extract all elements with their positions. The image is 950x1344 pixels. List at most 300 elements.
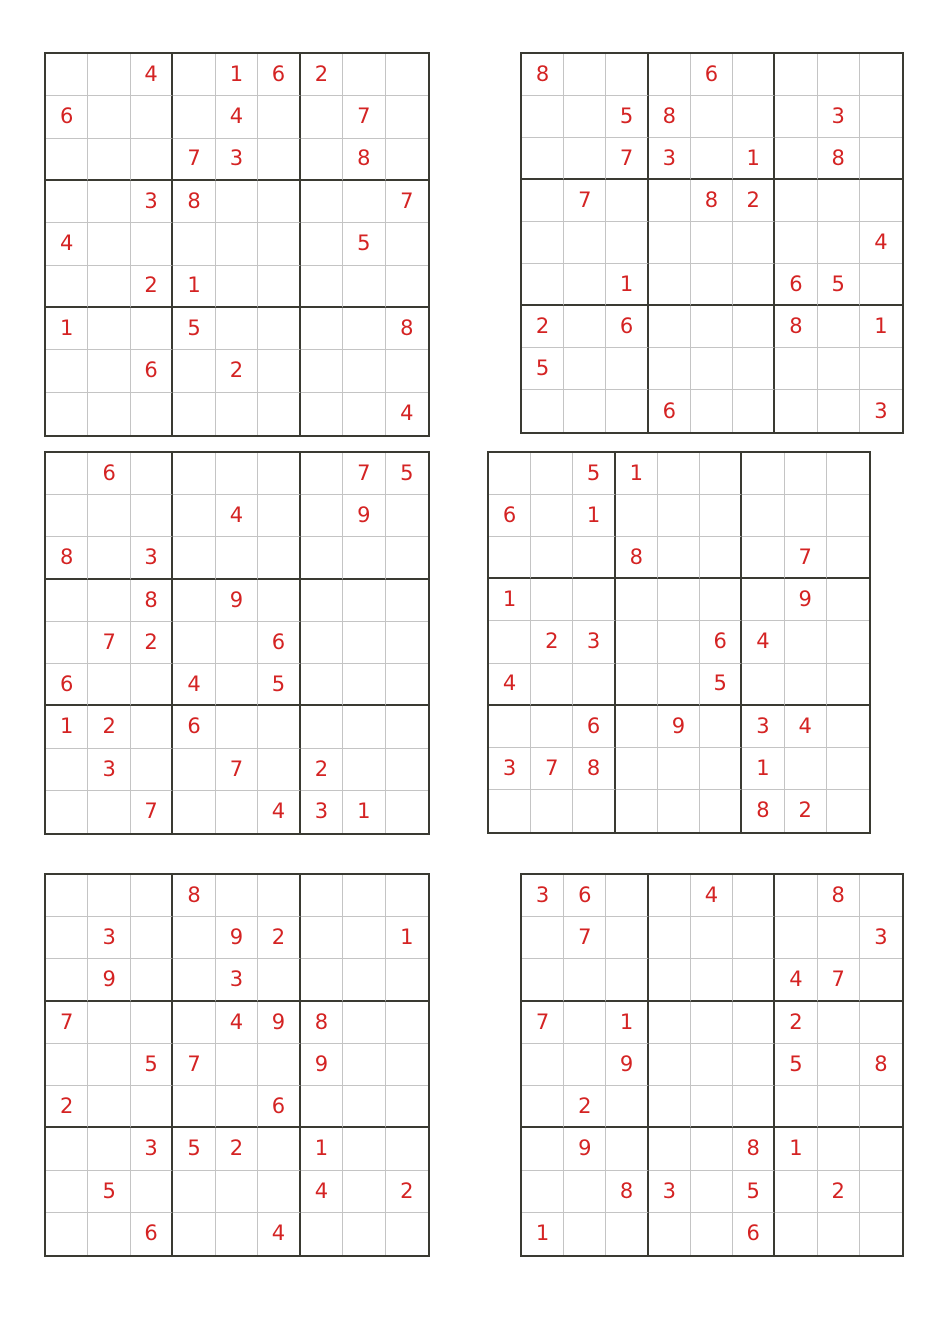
sudoku-cell[interactable]: 8 — [649, 96, 691, 138]
sudoku-cell[interactable] — [691, 1213, 733, 1255]
sudoku-cell[interactable] — [564, 264, 606, 306]
sudoku-cell[interactable]: 5 — [343, 223, 385, 265]
sudoku-cell[interactable]: 6 — [46, 96, 88, 138]
sudoku-cell[interactable]: 6 — [700, 621, 742, 663]
sudoku-cell[interactable]: 8 — [860, 1044, 902, 1086]
sudoku-cell[interactable] — [742, 537, 784, 579]
sudoku-cell[interactable]: 8 — [173, 181, 215, 223]
sudoku-cell[interactable] — [46, 266, 88, 308]
sudoku-cell[interactable] — [827, 453, 869, 495]
sudoku-cell[interactable] — [46, 495, 88, 537]
sudoku-cell[interactable]: 5 — [573, 453, 615, 495]
sudoku-cell[interactable] — [343, 959, 385, 1001]
sudoku-cell[interactable] — [386, 959, 428, 1001]
sudoku-cell[interactable] — [46, 791, 88, 833]
sudoku-cell[interactable]: 4 — [216, 495, 258, 537]
sudoku-cell[interactable] — [785, 495, 827, 537]
sudoku-cell[interactable] — [46, 959, 88, 1001]
sudoku-cell[interactable] — [173, 580, 215, 622]
sudoku-cell[interactable] — [616, 579, 658, 621]
sudoku-cell[interactable] — [616, 748, 658, 790]
sudoku-cell[interactable] — [173, 1086, 215, 1128]
sudoku-cell[interactable] — [46, 453, 88, 495]
sudoku-cell[interactable] — [343, 1044, 385, 1086]
sudoku-cell[interactable] — [860, 1171, 902, 1213]
sudoku-cell[interactable] — [522, 1128, 564, 1170]
sudoku-cell[interactable] — [827, 706, 869, 748]
sudoku-cell[interactable]: 1 — [606, 264, 648, 306]
sudoku-cell[interactable] — [606, 390, 648, 432]
sudoku-cell[interactable] — [733, 306, 775, 348]
sudoku-cell[interactable] — [131, 223, 173, 265]
sudoku-cell[interactable] — [301, 96, 343, 138]
sudoku-cell[interactable] — [522, 96, 564, 138]
sudoku-cell[interactable] — [860, 54, 902, 96]
sudoku-cell[interactable]: 4 — [173, 664, 215, 706]
sudoku-cell[interactable]: 4 — [216, 1002, 258, 1044]
sudoku-cell[interactable] — [258, 453, 300, 495]
sudoku-cell[interactable] — [88, 1128, 130, 1170]
sudoku-cell[interactable] — [606, 180, 648, 222]
sudoku-cell[interactable] — [131, 1171, 173, 1213]
sudoku-cell[interactable] — [616, 790, 658, 832]
sudoku-cell[interactable] — [564, 306, 606, 348]
sudoku-cell[interactable] — [301, 393, 343, 435]
sudoku-cell[interactable] — [531, 706, 573, 748]
sudoku-cell[interactable] — [173, 393, 215, 435]
sudoku-cell[interactable]: 7 — [522, 1002, 564, 1044]
sudoku-cell[interactable] — [775, 54, 817, 96]
sudoku-cell[interactable] — [258, 350, 300, 392]
sudoku-cell[interactable] — [216, 706, 258, 748]
sudoku-cell[interactable]: 2 — [785, 790, 827, 832]
sudoku-cell[interactable] — [658, 621, 700, 663]
sudoku-cell[interactable] — [733, 390, 775, 432]
sudoku-cell[interactable] — [860, 264, 902, 306]
sudoku-cell[interactable]: 1 — [733, 138, 775, 180]
sudoku-cell[interactable]: 7 — [818, 959, 860, 1001]
sudoku-cell[interactable] — [88, 54, 130, 96]
sudoku-cell[interactable] — [131, 1002, 173, 1044]
sudoku-cell[interactable]: 3 — [742, 706, 784, 748]
sudoku-cell[interactable] — [649, 222, 691, 264]
sudoku-cell[interactable] — [216, 875, 258, 917]
sudoku-cell[interactable] — [489, 790, 531, 832]
sudoku-cell[interactable] — [386, 537, 428, 579]
sudoku-cell[interactable] — [775, 138, 817, 180]
sudoku-cell[interactable]: 1 — [489, 579, 531, 621]
sudoku-cell[interactable] — [173, 223, 215, 265]
sudoku-cell[interactable] — [343, 580, 385, 622]
sudoku-cell[interactable] — [216, 1213, 258, 1255]
sudoku-cell[interactable]: 7 — [173, 1044, 215, 1086]
sudoku-cell[interactable] — [658, 579, 700, 621]
sudoku-cell[interactable] — [818, 54, 860, 96]
sudoku-cell[interactable] — [531, 579, 573, 621]
sudoku-cell[interactable] — [216, 1171, 258, 1213]
sudoku-cell[interactable] — [700, 537, 742, 579]
sudoku-cell[interactable] — [785, 748, 827, 790]
sudoku-cell[interactable] — [860, 180, 902, 222]
sudoku-cell[interactable] — [742, 664, 784, 706]
sudoku-cell[interactable] — [88, 181, 130, 223]
sudoku-cell[interactable] — [742, 495, 784, 537]
sudoku-cell[interactable] — [258, 96, 300, 138]
sudoku-cell[interactable] — [173, 959, 215, 1001]
sudoku-cell[interactable]: 4 — [258, 791, 300, 833]
sudoku-cell[interactable] — [88, 875, 130, 917]
sudoku-cell[interactable] — [343, 181, 385, 223]
sudoku-cell[interactable] — [258, 223, 300, 265]
sudoku-cell[interactable] — [386, 1128, 428, 1170]
sudoku-cell[interactable]: 8 — [386, 308, 428, 350]
sudoku-cell[interactable]: 4 — [131, 54, 173, 96]
sudoku-cell[interactable]: 8 — [775, 306, 817, 348]
sudoku-cell[interactable]: 6 — [131, 350, 173, 392]
sudoku-cell[interactable] — [775, 875, 817, 917]
sudoku-cell[interactable] — [827, 495, 869, 537]
sudoku-cell[interactable] — [733, 1044, 775, 1086]
sudoku-cell[interactable] — [343, 537, 385, 579]
sudoku-cell[interactable] — [606, 959, 648, 1001]
sudoku-cell[interactable] — [301, 495, 343, 537]
sudoku-cell[interactable] — [691, 1002, 733, 1044]
sudoku-cell[interactable] — [386, 223, 428, 265]
sudoku-cell[interactable]: 8 — [343, 139, 385, 181]
sudoku-cell[interactable] — [258, 393, 300, 435]
sudoku-cell[interactable] — [564, 1171, 606, 1213]
sudoku-cell[interactable] — [343, 266, 385, 308]
sudoku-cell[interactable]: 7 — [46, 1002, 88, 1044]
sudoku-cell[interactable]: 6 — [489, 495, 531, 537]
sudoku-cell[interactable] — [700, 706, 742, 748]
sudoku-cell[interactable] — [173, 495, 215, 537]
sudoku-cell[interactable] — [489, 453, 531, 495]
sudoku-cell[interactable]: 6 — [649, 390, 691, 432]
sudoku-cell[interactable]: 4 — [489, 664, 531, 706]
sudoku-cell[interactable] — [489, 621, 531, 663]
sudoku-cell[interactable]: 7 — [386, 181, 428, 223]
sudoku-cell[interactable]: 9 — [785, 579, 827, 621]
sudoku-cell[interactable] — [606, 917, 648, 959]
sudoku-cell[interactable] — [827, 664, 869, 706]
sudoku-cell[interactable]: 1 — [46, 706, 88, 748]
sudoku-cell[interactable]: 3 — [489, 748, 531, 790]
sudoku-cell[interactable] — [88, 266, 130, 308]
sudoku-cell[interactable] — [131, 664, 173, 706]
sudoku-cell[interactable]: 1 — [46, 308, 88, 350]
sudoku-cell[interactable] — [564, 138, 606, 180]
sudoku-cell[interactable] — [691, 348, 733, 390]
sudoku-cell[interactable] — [649, 875, 691, 917]
sudoku-cell[interactable] — [649, 180, 691, 222]
sudoku-cell[interactable] — [658, 664, 700, 706]
sudoku-cell[interactable]: 8 — [733, 1128, 775, 1170]
sudoku-cell[interactable]: 9 — [88, 959, 130, 1001]
sudoku-cell[interactable] — [658, 537, 700, 579]
sudoku-cell[interactable]: 5 — [173, 1128, 215, 1170]
sudoku-cell[interactable] — [649, 306, 691, 348]
sudoku-cell[interactable]: 2 — [386, 1171, 428, 1213]
sudoku-cell[interactable] — [88, 495, 130, 537]
sudoku-cell[interactable] — [827, 537, 869, 579]
sudoku-cell[interactable] — [301, 664, 343, 706]
sudoku-cell[interactable]: 3 — [88, 917, 130, 959]
sudoku-cell[interactable]: 4 — [775, 959, 817, 1001]
sudoku-cell[interactable]: 5 — [88, 1171, 130, 1213]
sudoku-cell[interactable]: 4 — [216, 96, 258, 138]
sudoku-cell[interactable] — [860, 1213, 902, 1255]
sudoku-cell[interactable] — [46, 580, 88, 622]
sudoku-cell[interactable] — [531, 537, 573, 579]
sudoku-cell[interactable]: 8 — [818, 138, 860, 180]
sudoku-cell[interactable]: 5 — [733, 1171, 775, 1213]
sudoku-cell[interactable]: 7 — [343, 96, 385, 138]
sudoku-cell[interactable] — [343, 1002, 385, 1044]
sudoku-cell[interactable] — [386, 622, 428, 664]
sudoku-cell[interactable] — [564, 222, 606, 264]
sudoku-cell[interactable] — [691, 1128, 733, 1170]
sudoku-cell[interactable] — [386, 791, 428, 833]
sudoku-cell[interactable] — [46, 1044, 88, 1086]
sudoku-cell[interactable] — [649, 1128, 691, 1170]
sudoku-cell[interactable] — [573, 537, 615, 579]
sudoku-cell[interactable] — [658, 790, 700, 832]
sudoku-cell[interactable] — [46, 622, 88, 664]
sudoku-cell[interactable]: 9 — [564, 1128, 606, 1170]
sudoku-cell[interactable] — [386, 1213, 428, 1255]
sudoku-cell[interactable]: 4 — [691, 875, 733, 917]
sudoku-cell[interactable] — [860, 96, 902, 138]
sudoku-cell[interactable] — [301, 875, 343, 917]
sudoku-cell[interactable]: 7 — [531, 748, 573, 790]
sudoku-cell[interactable] — [173, 1213, 215, 1255]
sudoku-cell[interactable] — [258, 749, 300, 791]
sudoku-cell[interactable] — [301, 537, 343, 579]
sudoku-cell[interactable]: 6 — [606, 306, 648, 348]
sudoku-cell[interactable] — [573, 579, 615, 621]
sudoku-cell[interactable]: 6 — [88, 453, 130, 495]
sudoku-cell[interactable] — [564, 54, 606, 96]
sudoku-cell[interactable]: 7 — [173, 139, 215, 181]
sudoku-cell[interactable] — [733, 348, 775, 390]
sudoku-cell[interactable] — [173, 791, 215, 833]
sudoku-cell[interactable] — [691, 96, 733, 138]
sudoku-cell[interactable] — [216, 664, 258, 706]
sudoku-cell[interactable] — [649, 1213, 691, 1255]
sudoku-cell[interactable] — [733, 959, 775, 1001]
sudoku-cell[interactable] — [386, 580, 428, 622]
sudoku-cell[interactable] — [301, 917, 343, 959]
sudoku-cell[interactable]: 2 — [564, 1086, 606, 1128]
sudoku-cell[interactable]: 2 — [522, 306, 564, 348]
sudoku-cell[interactable] — [343, 1171, 385, 1213]
sudoku-cell[interactable] — [216, 622, 258, 664]
sudoku-cell[interactable] — [88, 1044, 130, 1086]
sudoku-cell[interactable] — [606, 1086, 648, 1128]
sudoku-cell[interactable] — [564, 1044, 606, 1086]
sudoku-cell[interactable] — [258, 495, 300, 537]
sudoku-cell[interactable] — [343, 1086, 385, 1128]
sudoku-cell[interactable] — [818, 390, 860, 432]
sudoku-cell[interactable] — [522, 264, 564, 306]
sudoku-cell[interactable]: 3 — [860, 917, 902, 959]
sudoku-cell[interactable] — [216, 181, 258, 223]
sudoku-cell[interactable] — [258, 1044, 300, 1086]
sudoku-cell[interactable] — [818, 1002, 860, 1044]
sudoku-cell[interactable] — [522, 222, 564, 264]
sudoku-cell[interactable] — [573, 664, 615, 706]
sudoku-cell[interactable] — [616, 621, 658, 663]
sudoku-cell[interactable] — [564, 1213, 606, 1255]
sudoku-cell[interactable] — [386, 96, 428, 138]
sudoku-cell[interactable]: 7 — [88, 622, 130, 664]
sudoku-cell[interactable] — [173, 1171, 215, 1213]
sudoku-cell[interactable] — [173, 622, 215, 664]
sudoku-cell[interactable] — [860, 1086, 902, 1128]
sudoku-cell[interactable] — [216, 393, 258, 435]
sudoku-cell[interactable] — [649, 917, 691, 959]
sudoku-cell[interactable] — [258, 537, 300, 579]
sudoku-cell[interactable] — [343, 749, 385, 791]
sudoku-cell[interactable] — [606, 1213, 648, 1255]
sudoku-cell[interactable] — [301, 1213, 343, 1255]
sudoku-cell[interactable]: 5 — [386, 453, 428, 495]
sudoku-cell[interactable] — [131, 308, 173, 350]
sudoku-cell[interactable]: 7 — [216, 749, 258, 791]
sudoku-cell[interactable] — [818, 180, 860, 222]
sudoku-cell[interactable] — [301, 308, 343, 350]
sudoku-cell[interactable]: 3 — [216, 139, 258, 181]
sudoku-cell[interactable]: 2 — [258, 917, 300, 959]
sudoku-cell[interactable] — [649, 959, 691, 1001]
sudoku-cell[interactable] — [301, 580, 343, 622]
sudoku-cell[interactable]: 2 — [531, 621, 573, 663]
sudoku-cell[interactable] — [88, 139, 130, 181]
sudoku-cell[interactable] — [733, 1086, 775, 1128]
sudoku-cell[interactable] — [343, 350, 385, 392]
sudoku-cell[interactable] — [386, 1086, 428, 1128]
sudoku-cell[interactable] — [88, 1002, 130, 1044]
sudoku-cell[interactable] — [46, 917, 88, 959]
sudoku-cell[interactable] — [691, 917, 733, 959]
sudoku-cell[interactable] — [691, 390, 733, 432]
sudoku-cell[interactable] — [616, 664, 658, 706]
sudoku-cell[interactable] — [173, 54, 215, 96]
sudoku-cell[interactable] — [301, 139, 343, 181]
sudoku-cell[interactable] — [564, 96, 606, 138]
sudoku-cell[interactable] — [386, 706, 428, 748]
sudoku-cell[interactable] — [860, 1002, 902, 1044]
sudoku-cell[interactable]: 1 — [301, 1128, 343, 1170]
sudoku-cell[interactable] — [88, 308, 130, 350]
sudoku-cell[interactable]: 8 — [616, 537, 658, 579]
sudoku-cell[interactable] — [531, 453, 573, 495]
sudoku-cell[interactable]: 5 — [818, 264, 860, 306]
sudoku-cell[interactable] — [46, 54, 88, 96]
sudoku-cell[interactable]: 7 — [606, 138, 648, 180]
sudoku-cell[interactable]: 3 — [522, 875, 564, 917]
sudoku-cell[interactable]: 4 — [400, 401, 414, 426]
sudoku-cell[interactable] — [131, 453, 173, 495]
sudoku-cell[interactable]: 8 — [691, 180, 733, 222]
sudoku-cell[interactable] — [216, 537, 258, 579]
sudoku-cell[interactable] — [775, 917, 817, 959]
sudoku-cell[interactable]: 8 — [606, 1171, 648, 1213]
sudoku-cell[interactable]: 1 — [522, 1213, 564, 1255]
sudoku-cell[interactable] — [343, 54, 385, 96]
sudoku-cell[interactable] — [173, 537, 215, 579]
sudoku-cell[interactable] — [216, 1086, 258, 1128]
sudoku-cell[interactable]: 6 — [46, 664, 88, 706]
sudoku-cell[interactable] — [301, 223, 343, 265]
sudoku-cell[interactable] — [522, 390, 564, 432]
sudoku-cell[interactable] — [658, 453, 700, 495]
sudoku-cell[interactable]: 1 — [606, 1002, 648, 1044]
sudoku-cell[interactable] — [216, 453, 258, 495]
sudoku-cell[interactable] — [216, 791, 258, 833]
sudoku-cell[interactable]: 6 — [131, 1213, 173, 1255]
sudoku-cell[interactable]: 2 — [131, 266, 173, 308]
sudoku-cell[interactable] — [733, 222, 775, 264]
sudoku-cell[interactable] — [733, 1002, 775, 1044]
sudoku-cell[interactable] — [343, 393, 385, 435]
sudoku-cell[interactable] — [258, 139, 300, 181]
sudoku-cell[interactable] — [742, 453, 784, 495]
sudoku-cell[interactable] — [258, 266, 300, 308]
sudoku-cell[interactable] — [88, 223, 130, 265]
sudoku-cell[interactable] — [818, 1128, 860, 1170]
sudoku-cell[interactable] — [606, 222, 648, 264]
sudoku-cell[interactable] — [343, 1213, 385, 1255]
sudoku-cell[interactable]: 9 — [301, 1044, 343, 1086]
sudoku-cell[interactable]: 3 — [874, 398, 888, 423]
sudoku-cell[interactable] — [88, 580, 130, 622]
sudoku-cell[interactable]: 8 — [173, 875, 215, 917]
sudoku-cell[interactable] — [46, 1213, 88, 1255]
sudoku-cell[interactable] — [827, 790, 869, 832]
sudoku-cell[interactable]: 2 — [818, 1171, 860, 1213]
sudoku-cell[interactable] — [700, 495, 742, 537]
sudoku-cell[interactable] — [343, 917, 385, 959]
sudoku-cell[interactable]: 6 — [564, 875, 606, 917]
sudoku-cell[interactable] — [860, 138, 902, 180]
sudoku-cell[interactable] — [691, 222, 733, 264]
sudoku-cell[interactable] — [658, 748, 700, 790]
sudoku-cell[interactable] — [386, 749, 428, 791]
sudoku-cell[interactable] — [343, 1128, 385, 1170]
sudoku-cell[interactable] — [818, 1213, 860, 1255]
sudoku-cell[interactable] — [691, 138, 733, 180]
sudoku-cell[interactable]: 2 — [775, 1002, 817, 1044]
sudoku-cell[interactable] — [173, 453, 215, 495]
sudoku-cell[interactable] — [606, 875, 648, 917]
sudoku-cell[interactable] — [301, 706, 343, 748]
sudoku-cell[interactable] — [301, 266, 343, 308]
sudoku-cell[interactable] — [733, 917, 775, 959]
sudoku-cell[interactable] — [88, 791, 130, 833]
sudoku-cell[interactable]: 6 — [691, 54, 733, 96]
sudoku-cell[interactable] — [564, 348, 606, 390]
sudoku-cell[interactable] — [775, 180, 817, 222]
sudoku-cell[interactable] — [818, 222, 860, 264]
sudoku-cell[interactable] — [386, 139, 428, 181]
sudoku-cell[interactable] — [606, 348, 648, 390]
sudoku-cell[interactable] — [649, 264, 691, 306]
sudoku-cell[interactable] — [860, 348, 902, 390]
sudoku-cell[interactable]: 8 — [46, 537, 88, 579]
sudoku-cell[interactable] — [522, 1086, 564, 1128]
